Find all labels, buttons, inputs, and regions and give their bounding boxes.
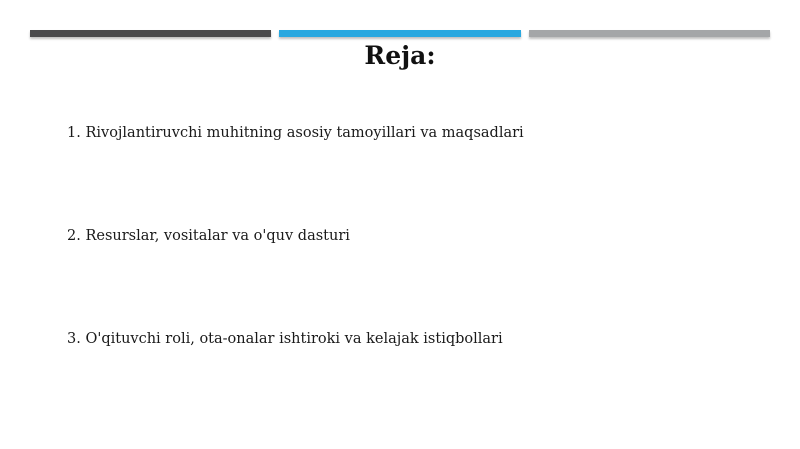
plan-item-3: 3. O'qituvchi roli, ota-onalar ishtiroki va kelajak istiqbollari bbox=[67, 331, 503, 347]
header-bar-blue bbox=[279, 30, 521, 37]
plan-item-2: 2. Resurslar, vositalar va o'quv dasturi bbox=[67, 228, 350, 244]
header-bar-gray bbox=[529, 30, 770, 37]
plan-item-1: 1. Rivojlantiruvchi muhitning asosiy tamoyillari va maqsadlari bbox=[67, 125, 524, 141]
header-bar-dark bbox=[30, 30, 271, 37]
slide-title: Reja: bbox=[364, 41, 436, 70]
